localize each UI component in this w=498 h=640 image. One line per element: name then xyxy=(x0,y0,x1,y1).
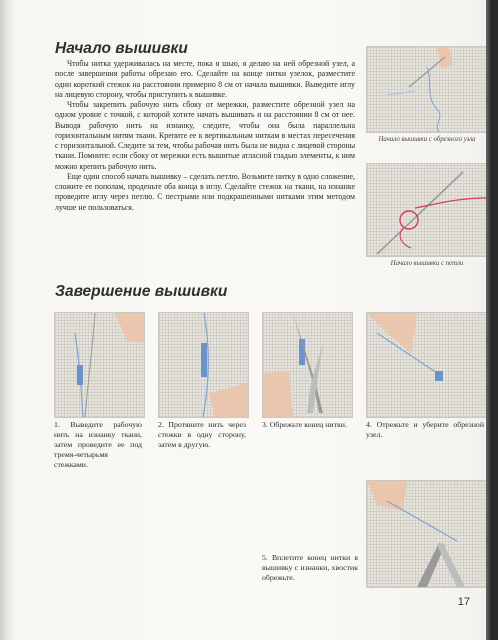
photo-step-1 xyxy=(54,312,145,418)
paragraph-anchor: Чтобы закрепить рабочую нить сбоку от мережки, разместите обрезной узел на одном уровне с точкой, с которой хотите начать вышивать и на расстоянии 8 см от нее. Выводя рабочую нить на изнанку, следите, чтобы она была параллельна горизонтальным нитям ткани. Крепите ее к вертикальным ниткам в местах пересечения с горизонтальной. Следите за тем, чтобы рабочая нить была не видна с лицевой стороны ткани. Помните: если сбоку от мережки есть вышитые атласной гладью элементы, к ним можно крепить рабочую нить. xyxy=(55,100,355,171)
step-5-text: 5. Вплетите конец нитки в вышивку с изнанки, хвостик обрежьте. xyxy=(262,553,358,582)
step-2-text: 2. Протяните нить через стежки в одну сторону, затем в другую. xyxy=(158,420,246,449)
photo-step-3 xyxy=(262,312,353,418)
page-edge-shadow xyxy=(486,0,492,640)
step-1-text: 1. Выведите рабочую нить на изнанку ткани, затем проведите ее под тремя-четырьмя стежками. xyxy=(54,420,142,469)
photo-step-5 xyxy=(366,480,488,588)
section-title-finish: Завершение вышивки xyxy=(55,283,228,300)
needle-loop-illustration xyxy=(367,164,487,256)
photo-step-4 xyxy=(366,312,488,418)
step-2-illustration xyxy=(159,313,248,417)
caption-knot-start: Начало вышивки с обрезного узла xyxy=(378,136,476,143)
photo-step-2 xyxy=(158,312,249,418)
paragraph-knot: Чтобы нитка удерживалась на месте, пока я шью, я делаю на ней обрезной узел, а после завершения работы обрезаю его. Сделайте на конце нитки узелок, разместите один короткий стежок на расстоянии примерно 8 см от начала вышивки. Выведите иглу на лицевую сторону, чтобы приступить к вышивке. xyxy=(55,59,355,99)
paragraph-loop: Еще один способ начать вышивку – сделать петлю. Возьмите нитку в одно сложение, сложите ее пополам, проденьте оба конца в иглу. Сделайте стежок на ткани, на изнанке проведите иглу через петлю. С пестрыми или подкрашенными нитками этим методом лучше не пользоваться. xyxy=(55,171,355,212)
step-3-text: 3. Обрежьте конец нитки. xyxy=(262,420,347,429)
page-gutter-shadow xyxy=(0,0,14,640)
step-1-illustration xyxy=(55,313,144,417)
step-4-illustration xyxy=(367,313,487,417)
step-5-illustration xyxy=(367,481,487,587)
step-3-illustration xyxy=(263,313,352,417)
start-body-text xyxy=(55,59,355,213)
needle-and-thread-illustration xyxy=(367,47,487,132)
step-4-text: 4. Отрежьте и уберите обрезной узел. xyxy=(366,420,484,439)
photo-loop-start xyxy=(366,163,488,257)
page-number: 17 xyxy=(457,596,470,608)
caption-loop-start: Начало вышивки с петли xyxy=(390,260,464,267)
photo-knot-start xyxy=(366,46,488,133)
section-title-start: Начало вышивки xyxy=(55,40,188,57)
